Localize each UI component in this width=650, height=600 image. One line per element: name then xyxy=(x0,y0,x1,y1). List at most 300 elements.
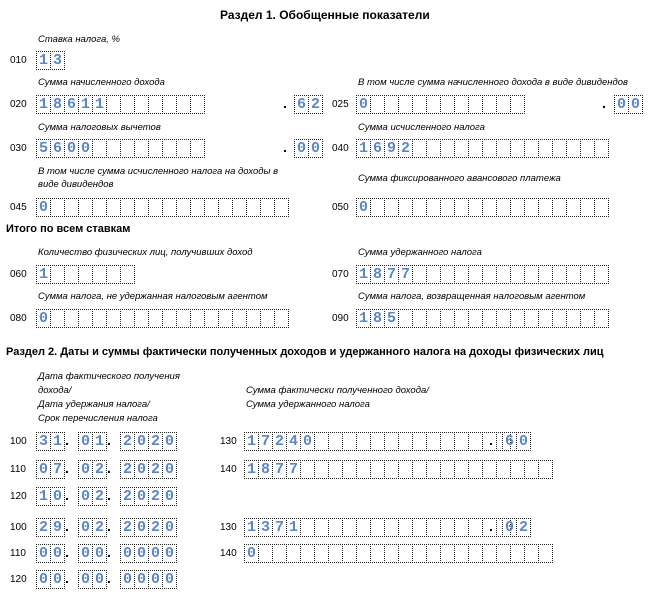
label-045-line1: В том числе сумма исчисленного налога на доходы в xyxy=(38,166,279,177)
char-cell: 8 xyxy=(370,265,385,284)
char-cell xyxy=(566,265,581,284)
char-cell: 0 xyxy=(134,544,149,563)
char-cell xyxy=(106,309,121,328)
char-cell: 2 xyxy=(148,460,163,479)
char-cell xyxy=(454,265,469,284)
field-130[interactable] xyxy=(244,518,510,537)
char-cell xyxy=(134,139,149,158)
char-cell: 1 xyxy=(36,265,51,284)
char-cell xyxy=(190,309,205,328)
char-cell xyxy=(260,198,275,217)
char-cell xyxy=(440,432,455,451)
char-cell xyxy=(426,95,441,114)
code-100: 100 xyxy=(10,522,27,533)
char-cell: 1 xyxy=(244,432,259,451)
char-cell: 0 xyxy=(300,432,315,451)
char-cell xyxy=(482,460,497,479)
char-cell xyxy=(510,198,525,217)
char-cell: 6 xyxy=(294,95,309,114)
section1-title: Раздел 1. Обобщенные показатели xyxy=(220,8,430,22)
char-cell: 6 xyxy=(50,139,65,158)
char-cell: 0 xyxy=(614,95,629,114)
char-cell: 7 xyxy=(398,265,413,284)
section2-title: Раздел 2. Даты и суммы фактически полученных доходов и удержанного налога на доходы физических лиц xyxy=(6,346,604,358)
char-cell xyxy=(482,95,497,114)
char-cell: 7 xyxy=(272,518,287,537)
char-cell: 0 xyxy=(162,432,177,451)
char-cell xyxy=(398,95,413,114)
code-080: 080 xyxy=(10,313,27,324)
char-cell xyxy=(412,518,427,537)
left-header-line4: Срок перечисления налога xyxy=(38,413,158,424)
right-header-line1: Сумма фактически полученного дохода/ xyxy=(246,385,429,396)
char-cell xyxy=(468,265,483,284)
label-025: В том числе сумма начисленного дохода в виде дивидендов xyxy=(358,77,628,88)
char-cell xyxy=(496,198,511,217)
char-cell xyxy=(106,265,121,284)
field-020[interactable] xyxy=(36,95,204,114)
char-cell xyxy=(510,460,525,479)
char-cell: 1 xyxy=(356,309,371,328)
char-cell: 1 xyxy=(244,518,259,537)
code-025: 025 xyxy=(332,99,349,110)
char-cell xyxy=(218,198,233,217)
date-100-month[interactable] xyxy=(78,432,106,451)
char-cell xyxy=(274,198,289,217)
label-090: Сумма налога, возвращенная налоговым агентом xyxy=(358,291,586,302)
char-cell xyxy=(260,309,275,328)
char-cell xyxy=(552,198,567,217)
char-cell xyxy=(454,544,469,563)
field-010[interactable] xyxy=(36,51,64,70)
label-060: Количество физических лиц, получивших доход xyxy=(38,247,253,258)
char-cell xyxy=(342,518,357,537)
char-cell xyxy=(314,460,329,479)
char-cell xyxy=(566,139,581,158)
char-cell xyxy=(370,95,385,114)
char-cell xyxy=(120,95,135,114)
char-cell xyxy=(440,139,455,158)
code-100: 100 xyxy=(10,436,27,447)
date-120-month[interactable] xyxy=(78,487,106,506)
field-060[interactable] xyxy=(36,265,134,284)
decimal-dot: . xyxy=(283,95,287,111)
char-cell: 0 xyxy=(244,544,259,563)
char-cell xyxy=(246,309,261,328)
char-cell xyxy=(468,198,483,217)
date-120-day[interactable] xyxy=(36,487,64,506)
char-cell: 3 xyxy=(50,51,65,70)
char-cell xyxy=(538,544,553,563)
char-cell xyxy=(370,198,385,217)
code-090: 090 xyxy=(332,313,349,324)
char-cell: 2 xyxy=(120,518,135,537)
char-cell: 0 xyxy=(36,309,51,328)
char-cell: 2 xyxy=(120,460,135,479)
char-cell xyxy=(370,518,385,537)
date-120-year[interactable] xyxy=(120,570,176,589)
right-header-line2: Сумма удержанного налога xyxy=(246,399,370,410)
char-cell: 2 xyxy=(92,487,107,506)
char-cell: 0 xyxy=(50,544,65,563)
decimal-dot: . xyxy=(489,432,493,448)
label-070: Сумма удержанного налога xyxy=(358,247,482,258)
char-cell xyxy=(134,198,149,217)
char-cell xyxy=(398,518,413,537)
char-cell: 1 xyxy=(36,95,51,114)
char-cell xyxy=(148,198,163,217)
char-cell xyxy=(218,309,233,328)
char-cell: 0 xyxy=(516,432,531,451)
field-130-frac[interactable] xyxy=(502,518,530,537)
label-030: Сумма налоговых вычетов xyxy=(38,122,161,133)
char-cell: 7 xyxy=(384,265,399,284)
char-cell xyxy=(440,95,455,114)
char-cell xyxy=(300,460,315,479)
char-cell xyxy=(426,432,441,451)
char-cell xyxy=(454,309,469,328)
char-cell: 6 xyxy=(64,95,79,114)
char-cell xyxy=(384,198,399,217)
char-cell xyxy=(204,198,219,217)
char-cell xyxy=(92,265,107,284)
char-cell xyxy=(538,460,553,479)
char-cell: 1 xyxy=(78,95,93,114)
char-cell xyxy=(232,198,247,217)
label-020: Сумма начисленного дохода xyxy=(38,77,165,88)
char-cell xyxy=(176,95,191,114)
char-cell: 1 xyxy=(50,432,65,451)
char-cell xyxy=(594,309,609,328)
char-cell xyxy=(566,198,581,217)
char-cell: 0 xyxy=(308,139,323,158)
char-cell xyxy=(580,198,595,217)
field-050[interactable] xyxy=(356,198,608,217)
char-cell: 0 xyxy=(134,432,149,451)
char-cell xyxy=(272,544,287,563)
field-020-frac[interactable] xyxy=(294,95,322,114)
char-cell xyxy=(412,544,427,563)
char-cell xyxy=(468,95,483,114)
code-070: 070 xyxy=(332,269,349,280)
date-120-month[interactable] xyxy=(78,570,106,589)
char-cell xyxy=(510,265,525,284)
char-cell xyxy=(468,518,483,537)
char-cell xyxy=(328,544,343,563)
code-010: 010 xyxy=(10,55,27,66)
char-cell xyxy=(594,198,609,217)
char-cell xyxy=(510,544,525,563)
char-cell xyxy=(454,518,469,537)
code-120: 120 xyxy=(10,491,27,502)
field-140[interactable] xyxy=(244,544,552,563)
char-cell xyxy=(580,309,595,328)
char-cell: 8 xyxy=(258,460,273,479)
char-cell xyxy=(356,432,371,451)
char-cell xyxy=(92,198,107,217)
date-110-day[interactable] xyxy=(36,544,64,563)
date-dot: . xyxy=(107,432,111,448)
char-cell xyxy=(246,198,261,217)
char-cell xyxy=(176,198,191,217)
date-dot: . xyxy=(107,518,111,534)
char-cell: 9 xyxy=(50,518,65,537)
char-cell xyxy=(78,198,93,217)
char-cell xyxy=(566,309,581,328)
char-cell xyxy=(162,95,177,114)
char-cell xyxy=(538,198,553,217)
char-cell xyxy=(524,544,539,563)
code-040: 040 xyxy=(332,143,349,154)
char-cell xyxy=(468,460,483,479)
label-080: Сумма налога, не удержанная налоговым агентом xyxy=(38,291,268,302)
char-cell xyxy=(482,309,497,328)
char-cell: 7 xyxy=(258,432,273,451)
field-025[interactable] xyxy=(356,95,524,114)
char-cell: 0 xyxy=(78,544,93,563)
char-cell: 5 xyxy=(384,309,399,328)
char-cell: 0 xyxy=(162,487,177,506)
char-cell xyxy=(594,139,609,158)
char-cell: 0 xyxy=(78,139,93,158)
char-cell: 0 xyxy=(64,139,79,158)
char-cell: 0 xyxy=(134,487,149,506)
date-100-month[interactable] xyxy=(78,518,106,537)
char-cell: 6 xyxy=(502,432,517,451)
char-cell xyxy=(524,309,539,328)
char-cell xyxy=(106,198,121,217)
char-cell xyxy=(50,309,65,328)
char-cell xyxy=(162,309,177,328)
char-cell xyxy=(148,95,163,114)
char-cell xyxy=(342,544,357,563)
char-cell xyxy=(398,432,413,451)
char-cell: 0 xyxy=(78,518,93,537)
char-cell xyxy=(328,518,343,537)
char-cell xyxy=(120,139,135,158)
char-cell xyxy=(468,309,483,328)
char-cell: 2 xyxy=(398,139,413,158)
char-cell xyxy=(134,309,149,328)
char-cell xyxy=(286,544,301,563)
label-050: Сумма фиксированного авансового платежа xyxy=(358,173,561,184)
char-cell: 1 xyxy=(36,51,51,70)
date-110-month[interactable] xyxy=(78,460,106,479)
char-cell xyxy=(204,309,219,328)
field-045[interactable] xyxy=(36,198,288,217)
code-020: 020 xyxy=(10,99,27,110)
char-cell xyxy=(482,198,497,217)
char-cell xyxy=(482,265,497,284)
char-cell: 1 xyxy=(356,265,371,284)
char-cell: 1 xyxy=(92,95,107,114)
field-130-frac[interactable] xyxy=(502,432,530,451)
date-dot: . xyxy=(107,544,111,560)
label-045-line2: виде дивидендов xyxy=(38,179,114,190)
field-130[interactable] xyxy=(244,432,510,451)
field-070[interactable] xyxy=(356,265,608,284)
char-cell: 3 xyxy=(36,432,51,451)
char-cell xyxy=(384,460,399,479)
char-cell xyxy=(370,544,385,563)
char-cell xyxy=(496,309,511,328)
date-dot: . xyxy=(65,460,69,476)
date-dot: . xyxy=(107,487,111,503)
char-cell: 1 xyxy=(36,487,51,506)
char-cell xyxy=(384,95,399,114)
char-cell: 0 xyxy=(78,432,93,451)
char-cell xyxy=(496,544,511,563)
char-cell: 0 xyxy=(36,460,51,479)
char-cell xyxy=(384,518,399,537)
code-050: 050 xyxy=(332,202,349,213)
char-cell xyxy=(300,518,315,537)
char-cell xyxy=(148,139,163,158)
char-cell: 0 xyxy=(78,460,93,479)
field-040[interactable] xyxy=(356,139,608,158)
date-100-day[interactable] xyxy=(36,518,64,537)
char-cell xyxy=(412,95,427,114)
field-030[interactable] xyxy=(36,139,204,158)
char-cell xyxy=(524,198,539,217)
char-cell xyxy=(524,139,539,158)
char-cell: 2 xyxy=(92,518,107,537)
date-110-year[interactable] xyxy=(120,544,176,563)
char-cell: 0 xyxy=(120,544,135,563)
char-cell: 0 xyxy=(628,95,643,114)
char-cell xyxy=(580,265,595,284)
char-cell xyxy=(496,139,511,158)
char-cell xyxy=(426,198,441,217)
char-cell: 6 xyxy=(370,139,385,158)
char-cell xyxy=(398,544,413,563)
char-cell xyxy=(426,544,441,563)
char-cell xyxy=(356,460,371,479)
char-cell: 1 xyxy=(92,432,107,451)
char-cell: 8 xyxy=(50,95,65,114)
char-cell: 7 xyxy=(50,460,65,479)
char-cell xyxy=(412,139,427,158)
field-090[interactable] xyxy=(356,309,608,328)
date-dot: . xyxy=(65,487,69,503)
left-header-line1: Дата фактического получения xyxy=(38,371,180,382)
char-cell: 0 xyxy=(36,570,51,589)
char-cell xyxy=(440,544,455,563)
char-cell: 1 xyxy=(244,460,259,479)
char-cell xyxy=(426,518,441,537)
char-cell: 2 xyxy=(516,518,531,537)
char-cell xyxy=(538,309,553,328)
code-130: 130 xyxy=(220,436,237,447)
char-cell xyxy=(190,198,205,217)
char-cell xyxy=(190,95,205,114)
char-cell xyxy=(440,460,455,479)
char-cell: 0 xyxy=(294,139,309,158)
code-130: 130 xyxy=(220,522,237,533)
date-100-year[interactable] xyxy=(120,518,176,537)
char-cell xyxy=(510,139,525,158)
char-cell xyxy=(92,139,107,158)
char-cell xyxy=(538,265,553,284)
char-cell: 4 xyxy=(286,432,301,451)
date-dot: . xyxy=(65,570,69,586)
date-120-year[interactable] xyxy=(120,487,176,506)
char-cell xyxy=(106,95,121,114)
char-cell: 0 xyxy=(134,570,149,589)
char-cell xyxy=(92,309,107,328)
decimal-dot: . xyxy=(602,95,606,111)
char-cell xyxy=(370,432,385,451)
code-060: 060 xyxy=(10,269,27,280)
char-cell xyxy=(78,309,93,328)
date-110-day[interactable] xyxy=(36,460,64,479)
char-cell xyxy=(370,460,385,479)
field-025-frac[interactable] xyxy=(614,95,642,114)
field-080[interactable] xyxy=(36,309,288,328)
field-030-frac[interactable] xyxy=(294,139,322,158)
char-cell xyxy=(120,309,135,328)
char-cell xyxy=(162,139,177,158)
date-dot: . xyxy=(107,570,111,586)
code-120: 120 xyxy=(10,574,27,585)
date-110-month[interactable] xyxy=(78,544,106,563)
char-cell xyxy=(300,544,315,563)
char-cell xyxy=(384,432,399,451)
date-100-day[interactable] xyxy=(36,432,64,451)
char-cell: 2 xyxy=(120,432,135,451)
char-cell xyxy=(314,544,329,563)
char-cell xyxy=(412,198,427,217)
field-140[interactable] xyxy=(244,460,552,479)
char-cell xyxy=(552,265,567,284)
code-140: 140 xyxy=(220,464,237,475)
char-cell xyxy=(454,95,469,114)
char-cell xyxy=(426,460,441,479)
decimal-dot: . xyxy=(283,139,287,155)
char-cell xyxy=(274,309,289,328)
char-cell: 7 xyxy=(272,460,287,479)
char-cell xyxy=(552,139,567,158)
date-dot: . xyxy=(65,432,69,448)
char-cell xyxy=(454,432,469,451)
char-cell: 0 xyxy=(356,95,371,114)
char-cell xyxy=(454,460,469,479)
char-cell xyxy=(176,309,191,328)
char-cell xyxy=(468,544,483,563)
char-cell: 0 xyxy=(162,460,177,479)
char-cell xyxy=(454,198,469,217)
char-cell xyxy=(482,544,497,563)
date-100-year[interactable] xyxy=(120,432,176,451)
char-cell xyxy=(510,95,525,114)
date-110-year[interactable] xyxy=(120,460,176,479)
char-cell xyxy=(342,460,357,479)
date-120-day[interactable] xyxy=(36,570,64,589)
date-dot: . xyxy=(107,460,111,476)
char-cell xyxy=(440,309,455,328)
char-cell xyxy=(314,518,329,537)
char-cell: 0 xyxy=(134,518,149,537)
char-cell: 3 xyxy=(258,518,273,537)
char-cell: 0 xyxy=(356,198,371,217)
char-cell xyxy=(64,198,79,217)
char-cell xyxy=(148,309,163,328)
char-cell xyxy=(162,198,177,217)
char-cell xyxy=(328,460,343,479)
char-cell xyxy=(398,460,413,479)
char-cell xyxy=(176,139,191,158)
char-cell: 0 xyxy=(50,570,65,589)
